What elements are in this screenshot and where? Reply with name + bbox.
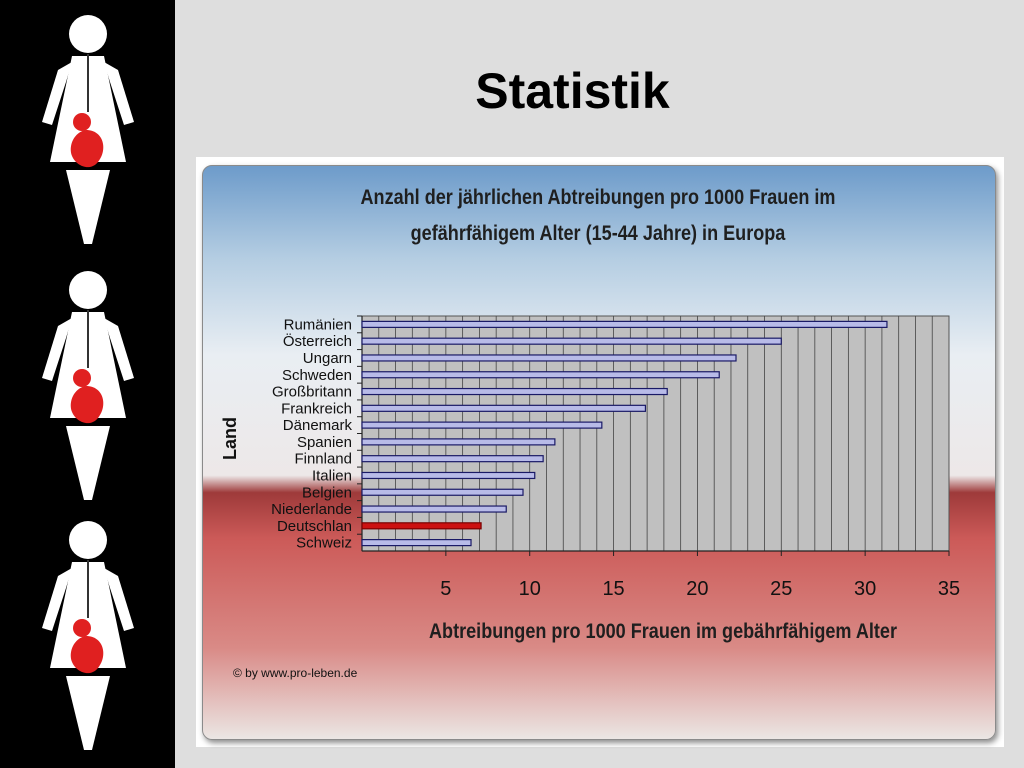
x-tick-label: 10 xyxy=(518,578,541,600)
x-tick-label: 15 xyxy=(602,578,625,600)
bar xyxy=(362,405,645,411)
chart-frame xyxy=(196,157,1004,747)
category-label: Österreich xyxy=(282,333,352,351)
chart-title-line-2: gefährfähigem Alter (15-44 Jahre) in Europa xyxy=(410,222,786,245)
category-label: Ungarn xyxy=(302,349,352,367)
bar xyxy=(362,506,506,512)
category-label: Spanien xyxy=(296,433,352,451)
bar xyxy=(362,422,602,428)
bar xyxy=(362,540,471,546)
category-label: Belgien xyxy=(301,484,352,502)
x-tick-label: 30 xyxy=(854,578,877,600)
category-label: Frankreich xyxy=(281,400,352,418)
category-label: Schweiz xyxy=(296,534,352,552)
chart-panel xyxy=(202,165,996,740)
x-tick-label: 35 xyxy=(937,578,961,600)
category-label: Italien xyxy=(311,467,352,485)
slide-title: Statistik xyxy=(475,63,670,119)
copyright-note: © by www.pro-leben.de xyxy=(233,666,358,680)
pregnant-woman-icon xyxy=(28,12,148,260)
bar xyxy=(362,523,481,529)
plot-area xyxy=(362,316,949,551)
chart-title-line-1: Anzahl der jährlichen Abtreibungen pro 1000 Frauen im xyxy=(360,186,836,209)
category-label: Dänemark xyxy=(282,417,352,435)
bar xyxy=(362,389,667,395)
x-axis-label: Abtreibungen pro 1000 Frauen im gebährfähigem Alter xyxy=(429,620,897,643)
bar xyxy=(362,372,719,378)
category-label: Niederlande xyxy=(271,501,352,519)
bar xyxy=(362,472,535,478)
category-label: Schweden xyxy=(281,366,352,384)
bar xyxy=(362,456,543,462)
category-label: Deutschlan xyxy=(276,517,352,535)
y-axis-label: Land xyxy=(220,417,240,460)
category-label: Rumänien xyxy=(283,316,352,334)
bar xyxy=(362,489,523,495)
pregnant-woman-icon xyxy=(28,268,148,516)
pregnant-woman-icon xyxy=(28,518,148,766)
x-tick-label: 5 xyxy=(440,578,452,600)
left-decor-strip xyxy=(0,0,175,768)
x-tick-label: 20 xyxy=(686,578,709,600)
category-label: Finnland xyxy=(294,450,352,468)
x-tick-label: 25 xyxy=(770,578,793,600)
bar-chart xyxy=(203,166,995,739)
bar xyxy=(362,321,887,327)
bar xyxy=(362,355,736,361)
category-label: Großbritann xyxy=(271,383,352,401)
bar xyxy=(362,338,781,344)
bar xyxy=(362,439,555,445)
